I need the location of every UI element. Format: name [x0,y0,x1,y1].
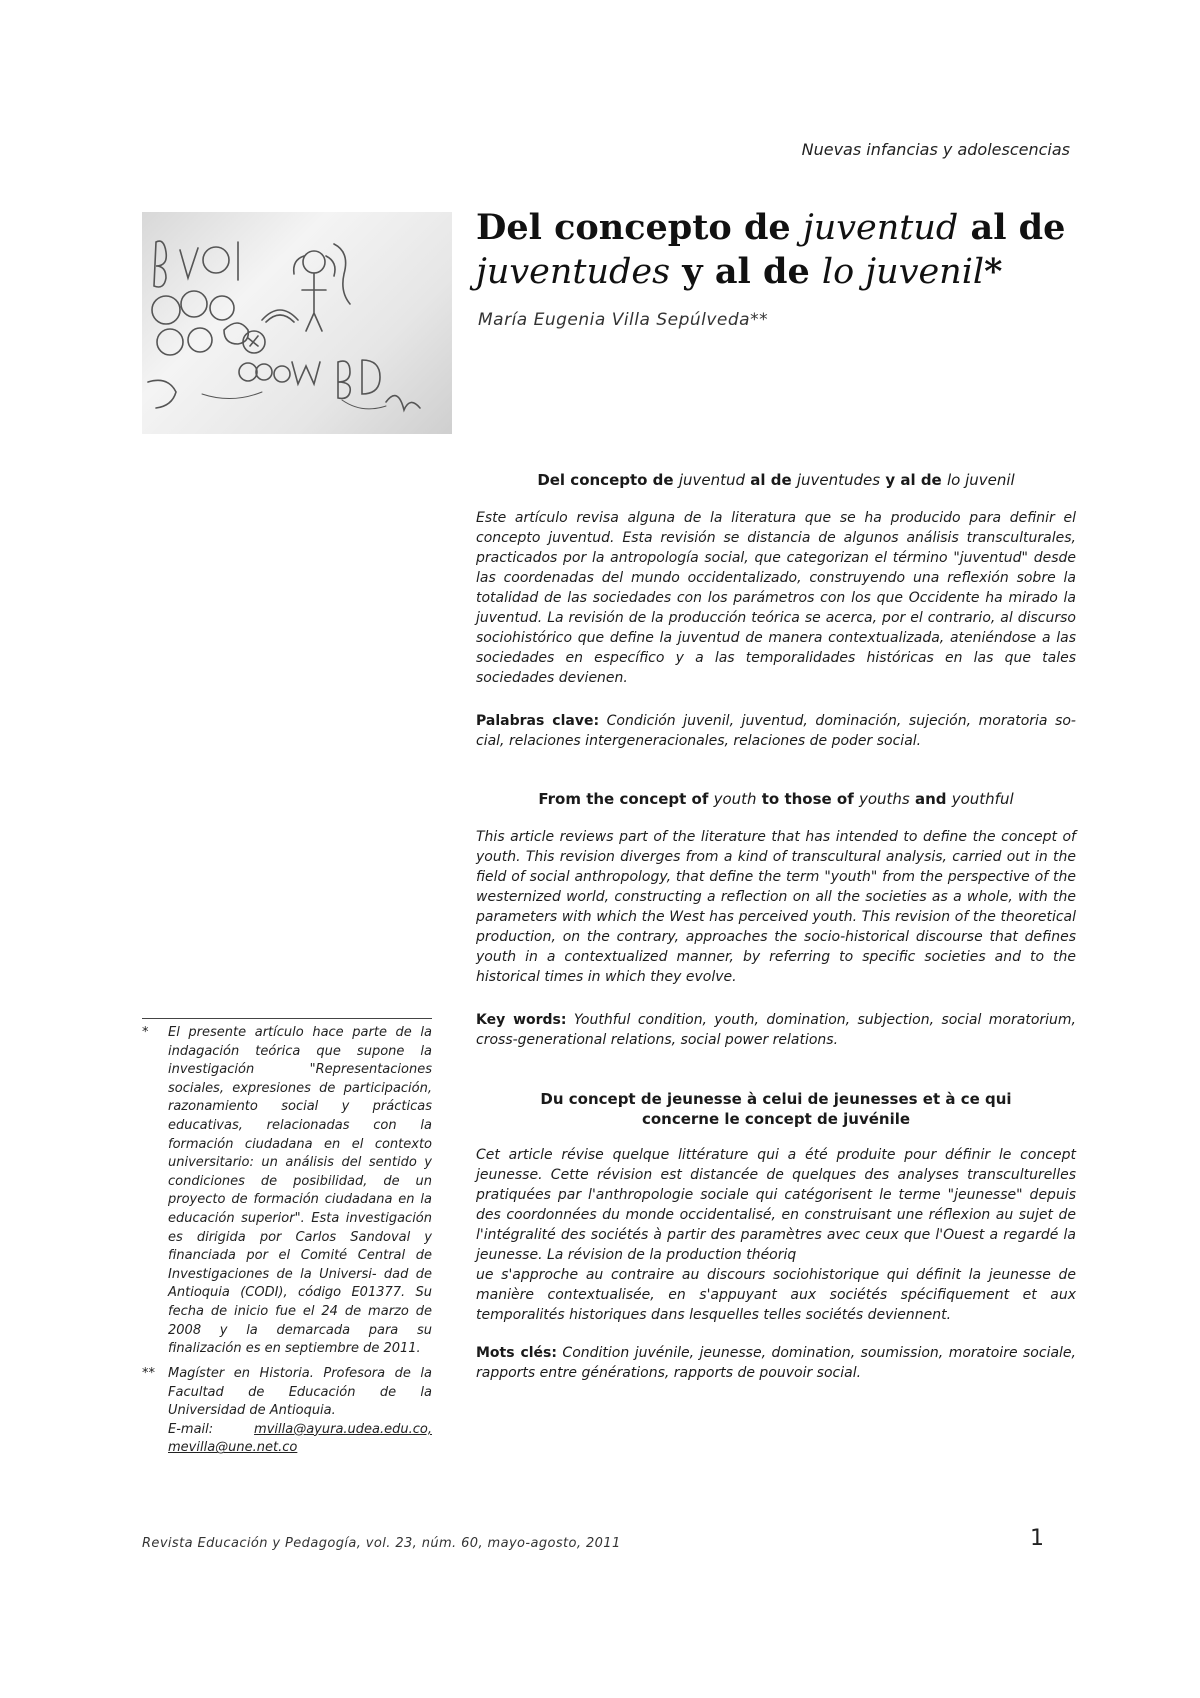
title-asterisk: * [984,251,1003,292]
keywords-label: Key words: [476,1012,567,1028]
footnote-2 [142,1365,432,1458]
heading-text: Du concept de jeunesse à celui de jeunesses et à ce qui [540,1090,1012,1108]
footnote-email [142,1421,432,1458]
footnote-mark: ** [142,1366,155,1381]
section-header: Nuevas infancias y adolescencias [801,140,1070,159]
heading-emphasis: lo juvenil [946,471,1015,489]
child-drawing-icon [142,212,452,434]
heading-emphasis: juventudes [796,471,881,489]
heading-text: Del concepto de [537,471,679,489]
child-drawing-illustration [142,212,452,434]
heading-emphasis: youthful [951,790,1014,808]
heading-emphasis: juventud [678,471,746,489]
abstract-es-body: Este artículo revisa alguna de la literatura que se ha producido para definir el concepto juventud. Esta revisión se distancia de algunos análisis transculturales, practicados por la antropología social, que categorizan el término "juventud" desde las coordenadas del mundo occidentalizado, construyendo una reflexión sobre la totalidad de las sociedades con los parámetros con los que Occidente ha mirado la juventud. La revisión de la producción teórica se acerca, por el contrario, al discurso sociohistórico que define la juventud de manera contextualizada, ateniéndose a las sociedades en específico y a las temporalidades históricas en las que tales sociedades devienen. [476,510,1076,686]
email-link-1[interactable]: mvilla@ayura.udea.edu.co, [254,1421,432,1437]
title-text: Del concepto de [476,207,803,248]
journal-citation: Revista Educación y Pedagogía, vol. 23, núm. 60, mayo-agosto, 2011 [142,1536,621,1551]
heading-text: al de [745,471,797,489]
title-text: y al de [670,251,822,292]
keywords-text: Youthful condition, youth, domination, subjection, social moratorium, cross-generational relations, social power relations. [476,1012,1076,1048]
abstract-fr-keywords [476,1343,1076,1383]
heading-text: to those of [756,790,859,808]
abstract-es-heading [476,470,1076,490]
abstract-fr-heading [476,1089,1076,1129]
abstract-es-keywords [476,711,1076,751]
heading-emphasis: youth [713,790,757,808]
page-number: 1 [1030,1526,1044,1551]
title-emphasis: juventud [802,208,959,248]
keywords-label: Mots clés: [476,1345,557,1361]
keywords-label: Palabras clave: [476,713,600,729]
title-emphasis: lo juvenil [821,252,985,292]
heading-text: From the concept of [538,790,714,808]
footnote-text: El presente artículo hace parte de la indagación teórica que supone la investigación "Representaciones sociales, expresiones de participación, razonamiento social y prácticas educativas, relacionadas con la formación ciudadana en el contexto universitario: un análisis del sentido y condiciones de posibilidad, de un proyecto de formación ciudadana en la educación superior". Esta investigación es dirigida por Carlos Sandoval y financiada por el Comité Central de Investigaciones de la Universi- dad de Antioquia (CODI), código E01377. Su fecha de inicio fue el 24 de marzo de 2008 y la demarcada para su finalización es en septiembre de 2011. [168,1025,432,1357]
footnote-mark: * [142,1025,149,1040]
keywords-text: Condition juvénile, jeunesse, domination, soumission, moratoire sociale, rapports entre générations, rapports de pouvoir social. [476,1345,1076,1381]
heading-text: and [909,790,952,808]
footnote-1 [142,1024,432,1359]
heading-text: y al de [880,471,947,489]
abstract-fr-body-part2: ue s'approche au contraire au discours sociohistorique qui définit la jeunesse de manière contextualisée, en s'appuyant aux sociétés spécifiquement et aux temporalités historiques dans lesquelles telles sociétés deviennent. [476,1267,1076,1323]
abstract-en-keywords [476,1010,1076,1050]
keywords-text: Condición juvenil, juventud, dominación, sujeción, moratoria so- cial, relaciones intergeneracionales, relaciones de poder social. [476,713,1076,749]
title-emphasis: juventudes [476,252,671,292]
heading-emphasis: youths [858,790,910,808]
abstract-en-heading [476,789,1076,809]
email-link-2[interactable]: mevilla@une.net.co [168,1440,298,1456]
footnote-separator [142,1018,432,1019]
article-title [476,206,1076,294]
footnote-text: Magíster en Historia. Profesora de la Facultad de Educación de la Universidad de Antioquia. [168,1366,432,1419]
abstract-fr-body [476,1145,1076,1325]
author-name: María Eugenia Villa Sepúlveda** [478,310,769,330]
abstract-fr-body-part1: Cet article révise quelque littérature qui a été produite pour définir le concept jeunesse. Cette révision est distancée de quelques des analyses transculturelles pratiquées par l'anthropologie sociale qui catégorisent le terme "jeunesse" depuis des coordonnées du monde occidentalisé, en construisant une réflexion au sujet de l'intégralité des sociétés à partir des paramètres avec ceux que l'Ouest a regardé la jeunesse. La révision de la production théoriq [476,1147,1076,1263]
title-text: al de [958,207,1066,248]
heading-text: concerne le concept de juvénile [641,1110,911,1128]
abstract-en-body: This article reviews part of the literature that has intended to define the concept of youth. This revision diverges from a kind of transcultural analysis, carried out in the field of social anthropology, that define the term "youth" from the perspective of the westernized world, constructing a reflection on all the societies as a whole, with the parameters with which the West has perceived youth. This revision of the theoretical production, on the contrary, approaches the socio-historical discourse that defines youth in a contextualized manner, by referring to specific societies and to the historical times in which they evolve. [476,829,1076,985]
email-label: E-mail: [168,1421,214,1437]
